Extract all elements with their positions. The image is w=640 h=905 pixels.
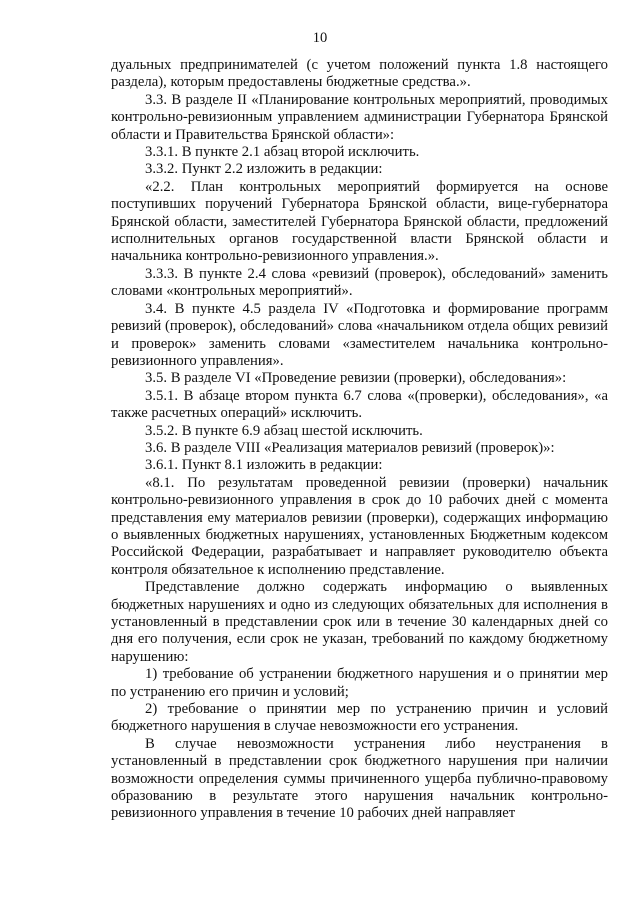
paragraph: 3.6.1. Пункт 8.1 изложить в редакции: bbox=[145, 457, 383, 474]
paragraph: Представление должно содержать информацию о выявленных бюджетных нарушениях и одно из следующих обязательных для исполнения в установленный в представлении срок или в течение 30 календарных дней со дня его получения, если срок не указан, требований по каждому бюджетному нарушению: bbox=[111, 579, 608, 665]
paragraph: «2.2. План контрольных мероприятий формируется на основе поступивших поручений Губернатора Брянской области, вице-губернатора Брянской области, заместителей Губернатора Брянской области, предложений исполнительных органов государственной власти Брянской области и начальника контрольно-ревизионного управления.». bbox=[111, 178, 608, 265]
paragraph: 3.3.1. В пункте 2.1 абзац второй исключить. bbox=[145, 144, 420, 161]
document-body bbox=[111, 57, 608, 823]
paragraph: В случае невозможности устранения либо неустранения в установленный в представлении срок бюджетного нарушения при наличии возможности определения суммы причиненного ущерба публично-правовому образованию в результате этого нарушения начальник контрольно-ревизионного управления в течение 10 рабочих дней направляет bbox=[111, 735, 608, 822]
paragraph: дуальных предпринимателей (с учетом положений пункта 1.8 настоящего раздела), которым предоставлены бюджетные средства.». bbox=[111, 57, 608, 91]
paragraph: 1) требование об устранении бюджетного нарушения и о принятии мер по устранению его причин и условий; bbox=[111, 666, 608, 700]
paragraph: 3.5.1. В абзаце втором пункта 6.7 слова «(проверки), обследования», «а также расчетных операций» исключить. bbox=[111, 387, 608, 422]
paragraph: 3.3.3. В пункте 2.4 слова «ревизий (проверок), обследований» заменить словами «контрольных мероприятий». bbox=[111, 265, 608, 300]
paragraph: 2) требование о принятии мер по устранению причин и условий бюджетного нарушения в случае невозможности его устранения. bbox=[111, 701, 608, 735]
paragraph: 3.6. В разделе VIII «Реализация материалов ревизий (проверок)»: bbox=[145, 439, 555, 456]
paragraph: 3.3.2. Пункт 2.2 изложить в редакции: bbox=[145, 161, 383, 178]
paragraph: 3.5.2. В пункте 6.9 абзац шестой исключить. bbox=[145, 422, 423, 439]
paragraph: 3.4. В пункте 4.5 раздела IV «Подготовка и формирование программ ревизий (проверок), обследований» слова «начальником отдела общих ревизий и проверок» заменить словами «заместителем начальника контрольно-ревизионного управления». bbox=[111, 300, 608, 369]
paragraph: «8.1. По результатам проведенной ревизии (проверки) начальник контрольно-ревизионного управления в срок до 10 рабочих дней с момента представления ему материалов ревизии (проверки), содержащих информацию о выявленных бюджетных нарушениях, установленных Бюджетным кодексом Российской Федерации, разрабатывает и направляет руководителю объекта контроля обязательное к исполнению представление. bbox=[111, 474, 608, 578]
paragraph: 3.5. В разделе VI «Проведение ревизии (проверки), обследования»: bbox=[145, 370, 567, 387]
paragraph: 3.3. В разделе II «Планирование контрольных мероприятий, проводимых контрольно-ревизионным управлением администрации Губернатора Брянской области и Правительства Брянской области»: bbox=[111, 91, 608, 143]
page-number: 10 bbox=[312, 30, 328, 46]
